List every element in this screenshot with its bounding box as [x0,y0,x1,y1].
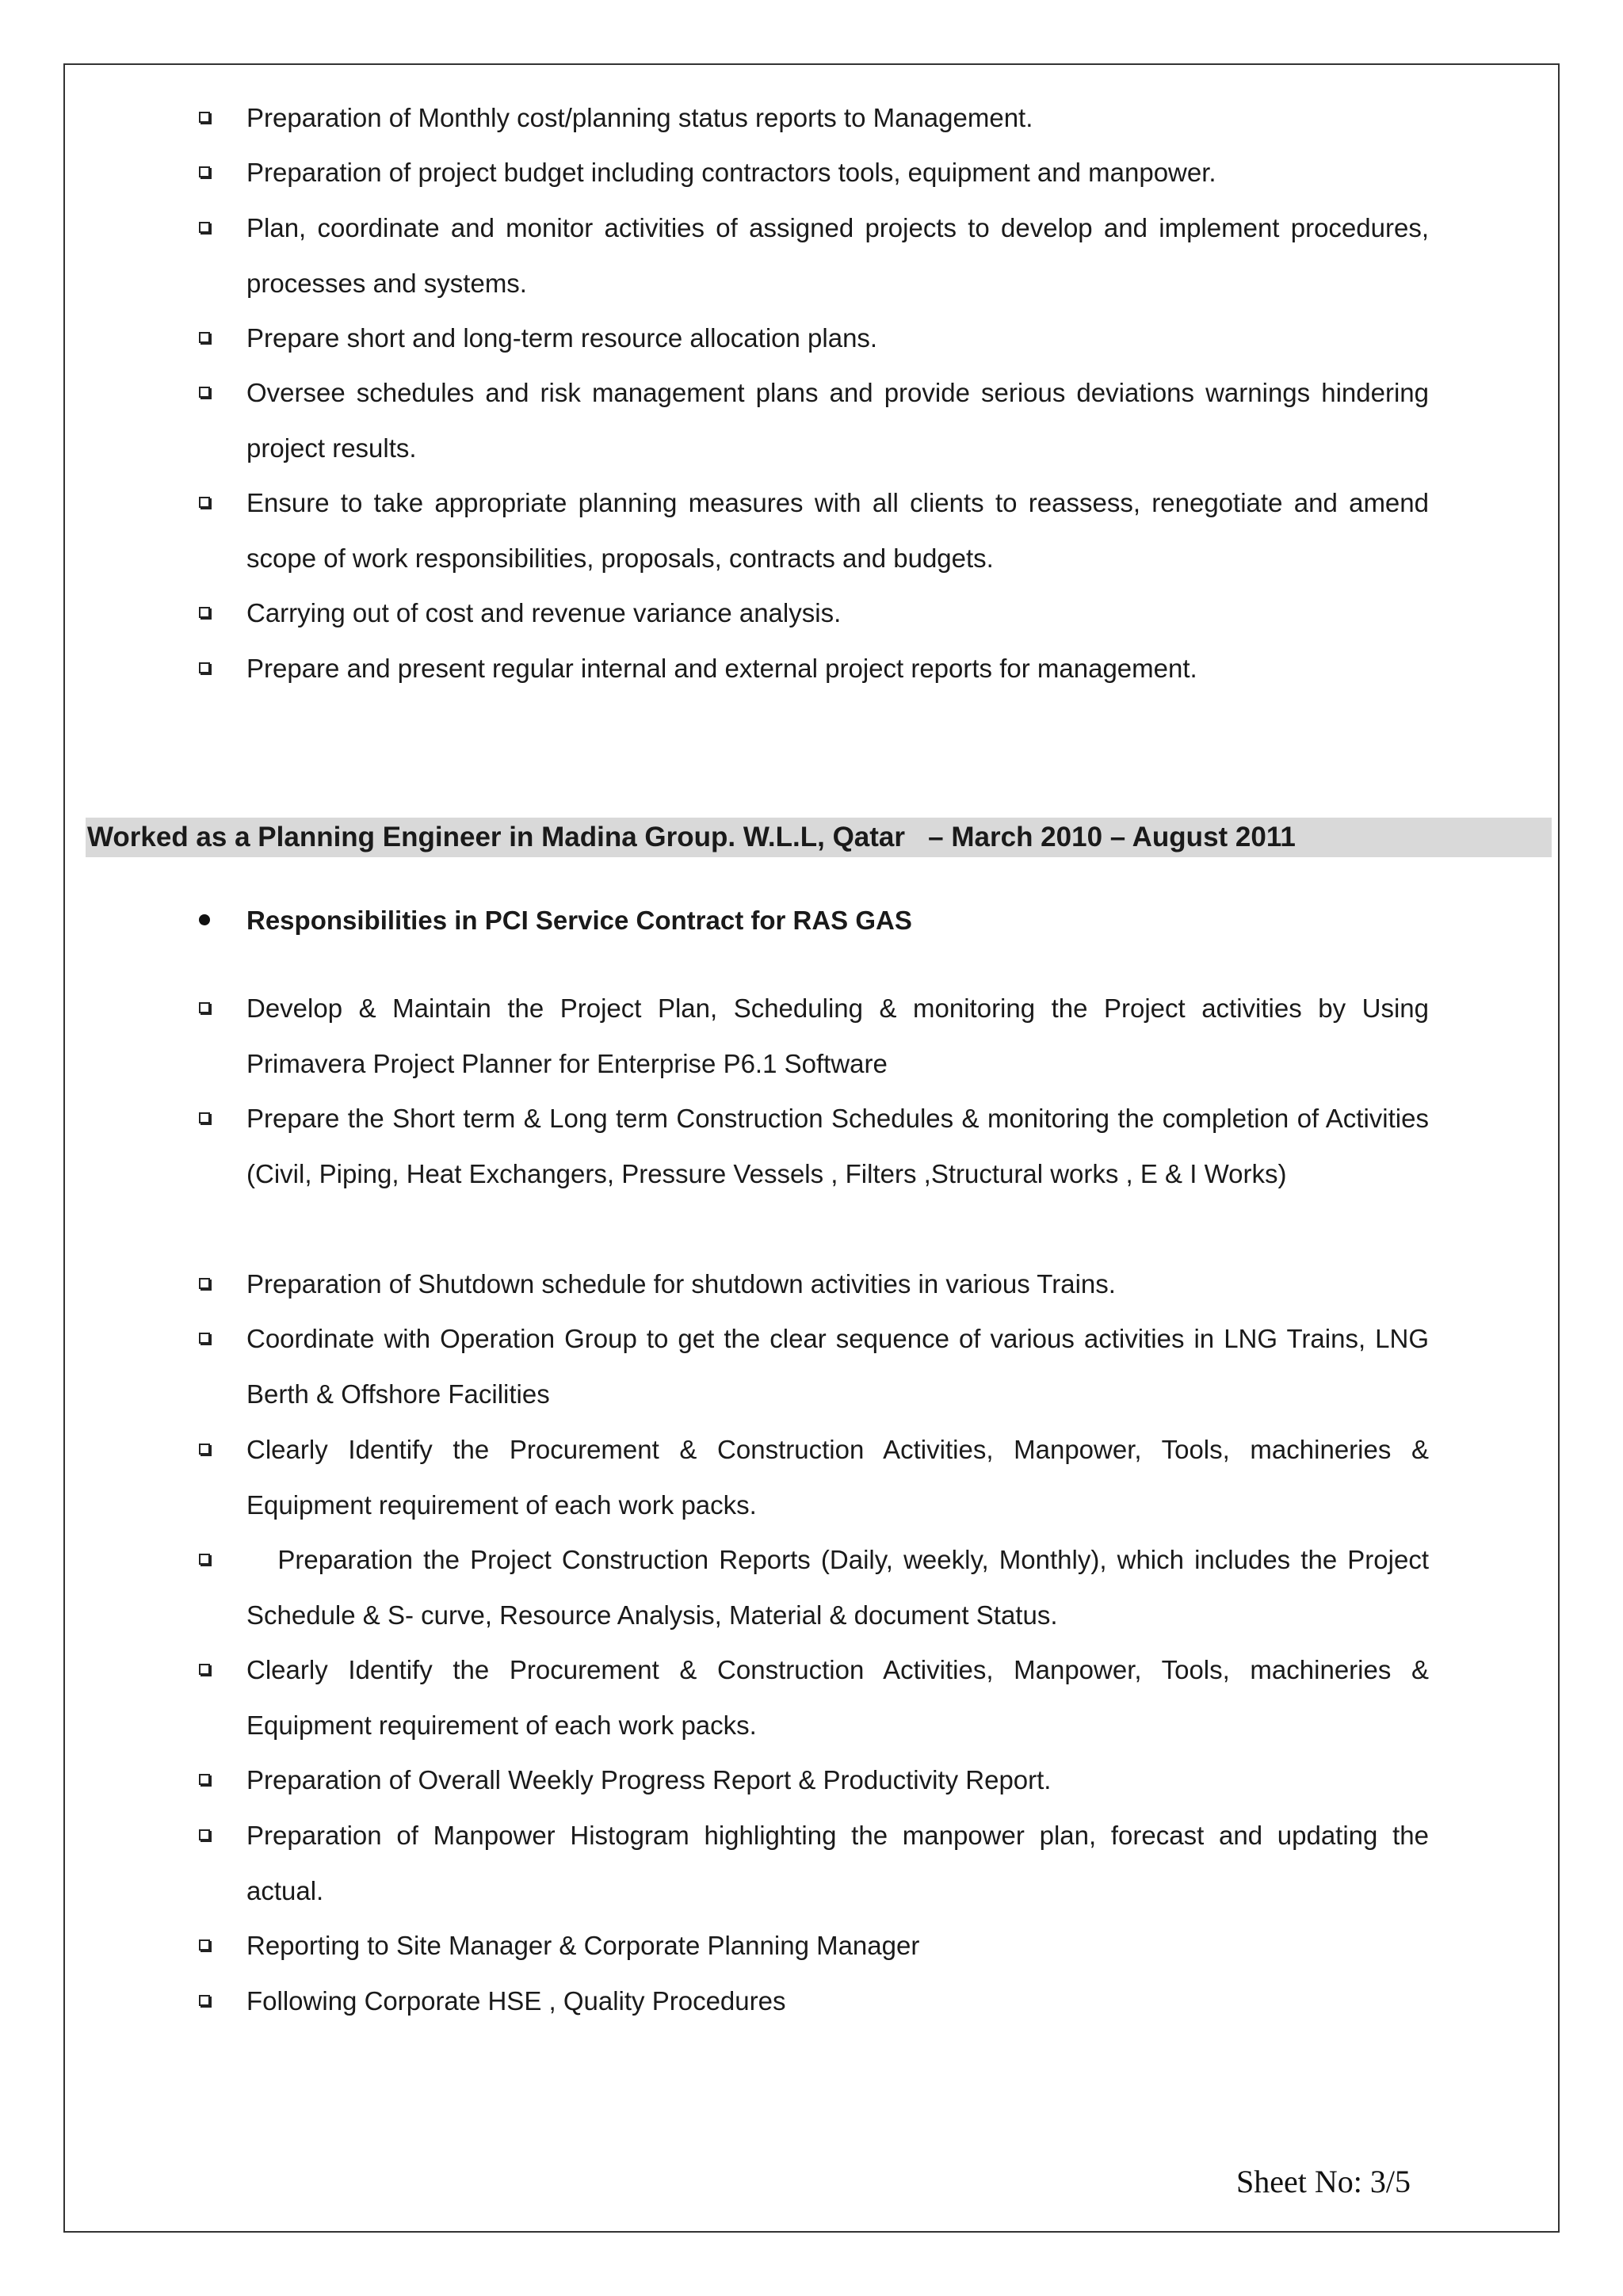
list-item-text: Oversee schedules and risk management plans and provide serious deviations warnings hindering project results. [246,378,1429,463]
square-bullet-icon [199,1278,210,1289]
list-item-text: Clearly Identify the Procurement & Construction Activities, Manpower, Tools, machineries & Equipment requirement of each work packs. [246,1435,1429,1520]
list-item-text: Coordinate with Operation Group to get the clear sequence of various activities in LNG Trains, LNG Berth & Offshore Facilities [246,1324,1429,1409]
list-item-text: Clearly Identify the Procurement & Construction Activities, Manpower, Tools, machineries & Equipment requirement of each work packs. [246,1655,1429,1740]
square-bullet-icon [199,1939,210,1951]
square-bullet-icon [199,1829,210,1840]
list-item-text: Preparation of Manpower Histogram highlighting the manpower plan, forecast and updating the actual. [246,1821,1429,1905]
square-bullet-icon [199,166,210,177]
subheading-row [0,897,1623,944]
section-heading: Worked as a Planning Engineer in Madina Group. W.L.L, Qatar – March 2010 – August 2011 [86,818,1552,857]
square-bullet-icon [199,112,210,123]
square-bullet-icon [199,332,210,343]
square-bullet-icon [199,1554,210,1565]
sheet-number: Sheet No: 3/5 [1236,2164,1411,2199]
disc-bullet-icon [199,914,210,925]
subheading: Responsibilities in PCI Service Contract for RAS GAS [246,906,912,935]
square-bullet-icon [199,1333,210,1344]
square-bullet-icon [199,497,210,508]
list-item-text: Preparation of Overall Weekly Progress Report & Productivity Report. [246,1765,1052,1794]
list-item-text: Preparation of Shutdown schedule for shutdown activities in various Trains. [246,1269,1116,1299]
list-item-text: Prepare and present regular internal and external project reports for management. [246,654,1197,683]
list-item-text: Prepare the Short term & Long term Construction Schedules & monitoring the completion of Activities (Civil, Piping, Heat Exchangers, Pressure Vessels , Filters ,Structural works , E & I Works) [246,1104,1429,1188]
square-bullet-icon [199,607,210,618]
square-bullet-icon [199,387,210,398]
list-item-text: Develop & Maintain the Project Plan, Scheduling & monitoring the Project activities by Using Primavera Project Planner for Enterprise P6.1 Software [246,994,1429,1078]
list-item-text: Preparation of Monthly cost/planning status reports to Management. [246,103,1033,132]
square-bullet-icon [199,1002,210,1013]
list-item-text: Ensure to take appropriate planning measures with all clients to reassess, renegotiate and amend scope of work responsibilities, proposals, contracts and budgets. [246,488,1429,573]
square-bullet-icon [199,1774,210,1785]
list-item-text: Prepare short and long-term resource allocation plans. [246,323,878,353]
list-item-text: Following Corporate HSE , Quality Procedures [246,1986,786,2016]
list-item-text: Preparation of project budget including contractors tools, equipment and manpower. [246,158,1216,187]
list-item-text: Reporting to Site Manager & Corporate Planning Manager [246,1931,920,1960]
list-item-text: Plan, coordinate and monitor activities of assigned projects to develop and implement procedures, processes and systems. [246,213,1429,298]
square-bullet-icon [199,662,210,673]
square-bullet-icon [199,1444,210,1455]
square-bullet-icon [199,1664,210,1675]
list-item-text: Preparation the Project Construction Reports (Daily, weekly, Monthly), which includes the Project Schedule & S- curve, Resource Analysis, Material & document Status. [246,1545,1437,1630]
list-item-text: Carrying out of cost and revenue variance analysis. [246,598,842,627]
square-bullet-icon [199,222,210,233]
square-bullet-icon [199,1112,210,1123]
square-bullet-icon [199,1995,210,2006]
